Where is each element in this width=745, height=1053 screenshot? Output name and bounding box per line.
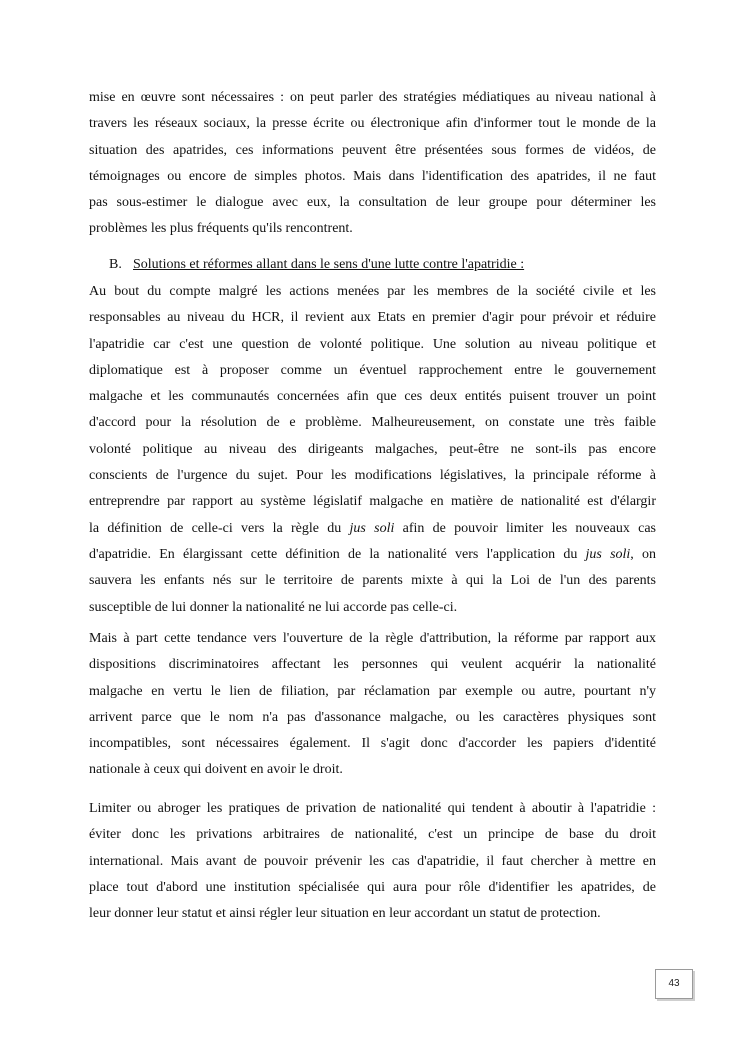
- text-line: diplomatique est à proposer comme un éventuel rapprochement entre le gouvernement: [89, 362, 656, 378]
- text-line: d'apatridie. En élargissant cette définition de la nationalité vers l'application du jus soli, on: [89, 546, 656, 562]
- text-line: responsables au niveau du HCR, il revient aux Etats en premier d'agir pour prévoir et réduire: [89, 310, 656, 326]
- text-line: malgache en vertu le lien de filiation, par réclamation par exemple ou autre, pourtant n'y: [89, 683, 656, 699]
- section-heading-b: [109, 254, 524, 276]
- text-line: l'apatridie car c'est une question de volonté politique. Une solution au niveau politique et: [89, 336, 656, 352]
- text-line: Au bout du compte malgré les actions menées par les membres de la société civile et les: [89, 284, 656, 299]
- text-line: problèmes les plus fréquents qu'ils rencontrent.: [89, 221, 353, 237]
- paragraph-discriminatory-provisions: [89, 626, 656, 784]
- text-line: Limiter ou abroger les pratiques de privation de nationalité qui tendent à aboutir à l'apatridie :: [89, 801, 656, 816]
- text-line: éviter donc les privations arbitraires de nationalité, c'est un principe de base du droit: [89, 827, 656, 843]
- text-line: leur donner leur statut et ainsi régler leur situation en leur accordant un statut de protection.: [89, 906, 601, 922]
- section-marker: B.: [109, 257, 122, 272]
- text-line: mise en œuvre sont nécessaires : on peut parler des stratégies médiatiques au niveau national à: [89, 90, 656, 105]
- text-line: malgache et les communautés concernées afin que ces deux entités puisent trouver un point: [89, 389, 656, 405]
- text-line: susceptible de lui donner la nationalité ne lui accorde pas celle-ci.: [89, 599, 458, 615]
- text-line: volonté politique au niveau des dirigeants malgaches, peut-être ne sont-ils pas encore: [89, 441, 656, 457]
- text-line: sauvera les enfants nés sur le territoire de parents mixte à qui la Loi de l'un des parents: [89, 573, 656, 589]
- section-title: Solutions et réformes allant dans le sens d'une lutte contre l'apatridie :: [133, 257, 525, 272]
- paragraph-intro: [89, 85, 656, 243]
- text-line: international. Mais avant de pouvoir prévenir les cas d'apatridie, il faut chercher à mettre en: [89, 853, 656, 869]
- paragraph-political-solutions: [89, 279, 656, 621]
- text-line: situation des apatrides, ces informations peuvent être présentées sous formes de vidéos, de: [89, 142, 656, 158]
- text-line: témoignages ou encore de simples photos. Mais dans l'identification des apatrides, il ne faut: [89, 168, 656, 184]
- text-line: travers les réseaux sociaux, la presse écrite ou électronique afin d'informer tout le monde de la: [89, 116, 656, 132]
- text-line: nationale à ceux qui doivent en avoir le droit.: [89, 762, 343, 778]
- text-line: incompatibles, sont nécessaires également. Il s'agit donc d'accorder les papiers d'identité: [89, 736, 656, 752]
- paragraph-deprivation-of-nationality: [89, 796, 656, 927]
- text-line: pas sous-estimer le dialogue avec eux, la consultation de leur groupe pour déterminer les: [89, 195, 656, 211]
- text-line: arrivent parce que le nom n'a pas d'assonance malgache, ou les caractères physiques sont: [89, 709, 656, 725]
- text-line: la définition de celle-ci vers la règle du jus soli afin de pouvoir limiter les nouveaux cas: [89, 520, 656, 536]
- text-line: Mais à part cette tendance vers l'ouverture de la règle d'attribution, la réforme par rapport aux: [89, 631, 656, 646]
- text-line: conscients de l'urgence du sujet. Pour les modifications législatives, la principale réforme à: [89, 468, 656, 484]
- text-line: d'accord pour la résolution de e problème. Malheureusement, on constate une très faible: [89, 415, 656, 431]
- text-line: dispositions discriminatoires affectant les personnes qui veulent acquérir la nationalité: [89, 657, 656, 673]
- page-number: 43: [655, 969, 693, 999]
- text-line: entreprendre par rapport au système législatif malgache en matière de nationalité est d'élargir: [89, 494, 656, 510]
- text-line: place tout d'abord une institution spécialisée qui aura pour rôle d'identifier les apatrides, de: [89, 879, 656, 895]
